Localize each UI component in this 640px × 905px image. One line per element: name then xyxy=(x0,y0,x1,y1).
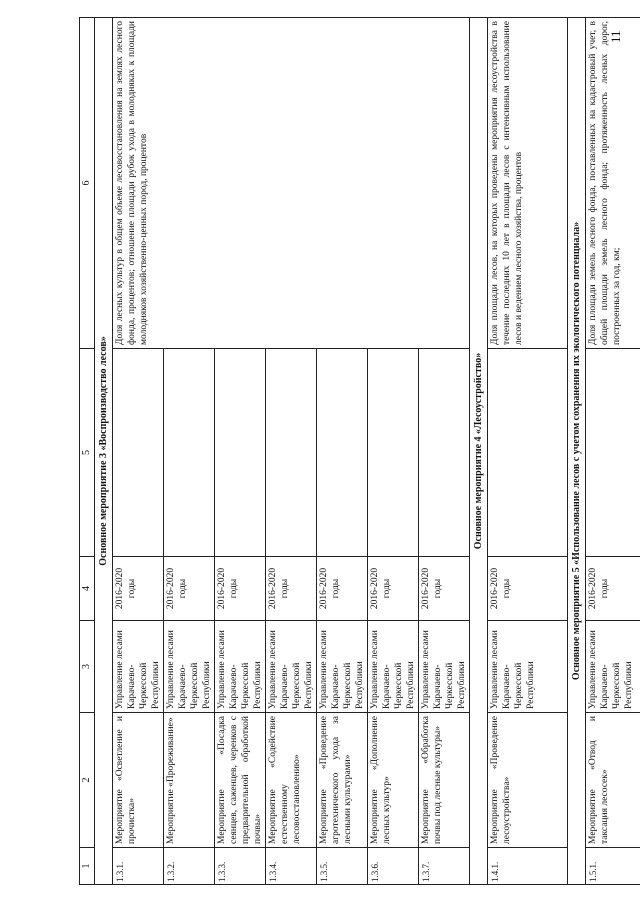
result-cell xyxy=(488,349,568,557)
result-cell xyxy=(368,349,419,557)
result-cell xyxy=(317,349,368,557)
table-row xyxy=(488,18,568,885)
period: 2016-2020 годы xyxy=(586,557,640,621)
indicator-cell: Доля лесных культур в общем объеме лесовосстановления на землях лесного фонда, процентов; отношение площади рубок ухода в молодняках к площади молодняков хозяйственно-ценных пород, процентов xyxy=(113,18,470,349)
measure-name: Мероприятие «Осветление и прочистка» xyxy=(113,713,164,848)
row-code: 1.3.7. xyxy=(419,848,470,885)
measure-name: Мероприятие «Отвод и таксация лесосек» xyxy=(586,713,640,848)
period: 2016-2020 годы xyxy=(419,557,470,621)
measure-name: Мероприятие «Обработка почвы под лесные культуры» xyxy=(419,713,470,848)
section-header-row xyxy=(568,18,586,885)
measure-name: Мероприятие «Проведение агротехнического ухода за лесными культурами» xyxy=(317,713,368,848)
column-header: 3 xyxy=(80,621,95,713)
period: 2016-2020 годы xyxy=(215,557,266,621)
row-code: 1.3.4. xyxy=(266,848,317,885)
executor: Управление лесами Карачаево-Черкесской Республики xyxy=(164,621,215,713)
result-cell xyxy=(586,349,640,557)
section-header-row xyxy=(470,18,488,885)
measure-name: Мероприятие «Посадка сеянцев, саженцев, черенков с предварительной обработкой почвы» xyxy=(215,713,266,848)
section-title: Основное мероприятие 3 «Воспроизводство лесов» xyxy=(95,18,113,885)
executor: Управление лесами Карачаево-Черкесской Республики xyxy=(113,621,164,713)
indicator-cell: Доля площади земель лесного фонда, поставленных на кадастровый учет, в общей площади земель лесного фонда; протяженность лесных дорог, построенных за год, км; xyxy=(586,18,640,349)
period: 2016-2020 годы xyxy=(266,557,317,621)
indicator-cell: Доля площади лесов, на которых проведены мероприятия лесоустройства в течение последних 10 лет в площади лесов с интенсивным использование лесов и ведением лесного хозяйства, процентов xyxy=(488,18,568,349)
row-code: 1.5.1. xyxy=(586,848,640,885)
row-code: 1.3.2. xyxy=(164,848,215,885)
measure-name: Мероприятие «Дополнение лесных культур» xyxy=(368,713,419,848)
column-header: 6 xyxy=(80,18,95,349)
column-header: 4 xyxy=(80,557,95,621)
column-number-row xyxy=(80,18,95,885)
result-cell xyxy=(164,349,215,557)
program-measures-table xyxy=(79,17,640,885)
result-cell xyxy=(266,349,317,557)
table-row xyxy=(113,18,164,885)
executor: Управление лесами Карачаево-Черкесской Республики xyxy=(215,621,266,713)
column-header: 5 xyxy=(80,349,95,557)
result-cell xyxy=(215,349,266,557)
row-code: 1.3.3. xyxy=(215,848,266,885)
period: 2016-2020 годы xyxy=(368,557,419,621)
section-header-row xyxy=(95,18,113,885)
measure-name: Мероприятие «Прореживание» xyxy=(164,713,215,848)
executor: Управление лесами Карачаево-Черкесской Республики xyxy=(419,621,470,713)
column-header: 1 xyxy=(80,848,95,885)
row-code: 1.4.1. xyxy=(488,848,568,885)
row-code: 1.3.1. xyxy=(113,848,164,885)
row-code: 1.3.5. xyxy=(317,848,368,885)
row-code: 1.3.6. xyxy=(368,848,419,885)
executor: Управление лесами Карачаево-Черкесской Республики xyxy=(266,621,317,713)
period: 2016-2020 годы xyxy=(488,557,568,621)
measure-name: Мероприятие «Содействие естественному лесовосстановлению» xyxy=(266,713,317,848)
result-cell xyxy=(113,349,164,557)
page-number: 11 xyxy=(608,30,623,43)
executor: Управление лесами Карачаево-Черкесской Республики xyxy=(317,621,368,713)
section-title: Основное мероприятие 4 «Лесоустройство» xyxy=(470,18,488,885)
section-title: Основное мероприятие 5 «Использование лесов с учетом сохранения их экологического потенциала» xyxy=(568,18,586,885)
result-cell xyxy=(419,349,470,557)
period: 2016-2020 годы xyxy=(113,557,164,621)
column-header: 2 xyxy=(80,713,95,848)
executor: Управление лесами Карачаево-Черкесской Республики xyxy=(488,621,568,713)
period: 2016-2020 годы xyxy=(164,557,215,621)
executor: Управление лесами Карачаево-Черкесской Республики xyxy=(368,621,419,713)
executor: Управление лесами Карачаево-Черкесской Республики xyxy=(586,621,640,713)
measure-name: Мероприятие «Проведение лесоустройства» xyxy=(488,713,568,848)
table-row xyxy=(586,18,640,885)
period: 2016-2020 годы xyxy=(317,557,368,621)
